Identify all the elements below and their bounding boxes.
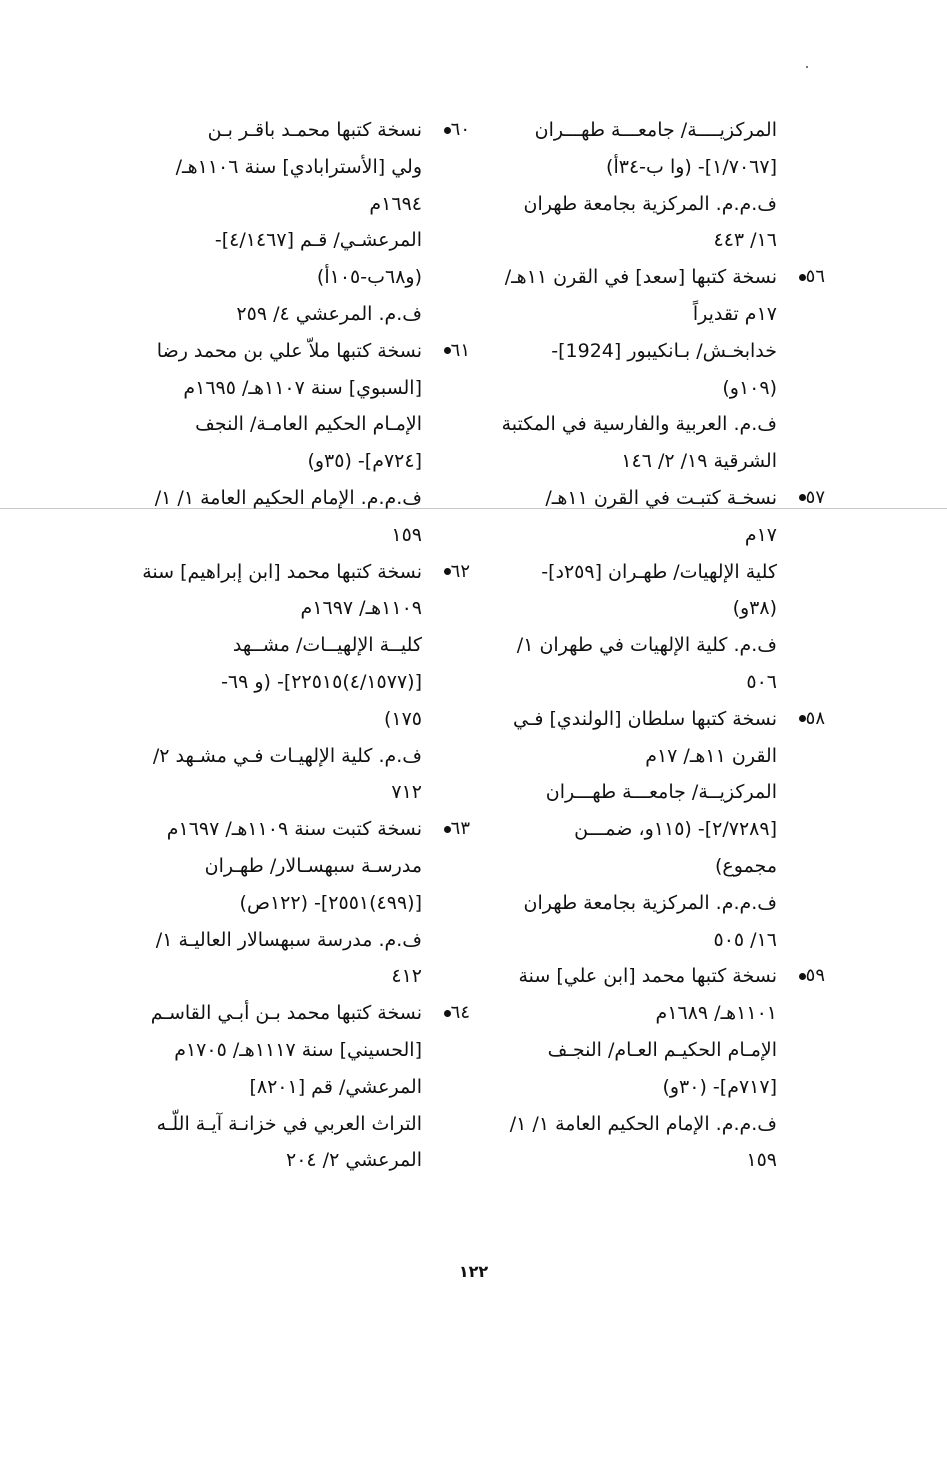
entry-line: التراث العربي في خزانـة آيـة اللّـه xyxy=(156,1112,422,1135)
entry-line: المركزيــة/ جامعـــة طهـــران xyxy=(545,781,777,804)
entry-marker xyxy=(442,112,470,149)
entry-number: ٥٨ xyxy=(805,707,825,729)
bullet-dot xyxy=(444,1010,451,1017)
entry-line: نسخـة كتبـت في القرن ١١هـ/ xyxy=(545,486,777,509)
entry-line: (و٦٨ب-١٠٥أ) xyxy=(316,266,422,289)
entry-line: ٧١٢ xyxy=(391,781,422,804)
manuscript-entry xyxy=(459,701,825,959)
entry-line: ١٧٥) xyxy=(383,707,422,730)
entry-marker xyxy=(797,701,825,738)
entry-line: نسخة كتبها سلطان [الولندي] فـي xyxy=(512,707,777,730)
entry-line: الإمـام الحكيـم العـام/ النجـف xyxy=(547,1038,777,1061)
bullet-dot xyxy=(799,715,806,722)
entry-line: ١٦/ ٤٤٣ xyxy=(713,229,777,252)
entry-line: ١٦/ ٥٠٥ xyxy=(713,928,777,951)
entry-first-row xyxy=(459,480,825,517)
entry-line: المركزيــــة/ جامعـــة طهـــران xyxy=(534,119,777,141)
bullet-dot xyxy=(799,274,806,281)
entry-first-row xyxy=(77,554,470,591)
entry-line: ف.م.م. المركزية بجامعة طهران xyxy=(523,192,777,215)
entry-line: ١١٠٩هـ/ ١٦٩٧م xyxy=(300,597,422,620)
bullet-dot xyxy=(444,127,451,134)
manuscript-entry xyxy=(459,480,825,701)
entry-line: الإمـام الحكيم العامـة/ النجف xyxy=(195,413,422,436)
entry-marker xyxy=(442,811,470,848)
entry-line: ف.م. المرعشي ٤/ ٢٥٩ xyxy=(236,302,422,325)
entry-first-row xyxy=(77,811,470,848)
entry-line: المرعشي ٢/ ٢٠٤ xyxy=(286,1149,422,1172)
entry-line: ١٦٩٤م xyxy=(369,192,422,215)
manuscript-entry xyxy=(459,958,825,1179)
entry-first-row xyxy=(459,958,825,995)
entry-line: ١٥٩ xyxy=(391,523,422,546)
entry-line: [٧٢٤م]- (٣٥و) xyxy=(307,450,422,473)
entry-line: كليــة الإلهيــات/ مشــهد xyxy=(232,634,422,657)
manuscript-entry xyxy=(77,995,470,1179)
entry-line: ف.م.م. الإمام الحكيم العامة ١/ ١/ xyxy=(509,1112,777,1135)
entry-line: ١٧م xyxy=(744,523,777,546)
entry-line: نسخة كتبها محمـد باقـر بـن xyxy=(207,119,422,141)
manuscript-entry xyxy=(77,333,470,554)
manuscript-entry xyxy=(459,259,825,480)
entry-line: المرعشي/ قم [٨٢٠١] xyxy=(249,1075,422,1098)
entry-marker xyxy=(442,554,470,591)
entry-line: (١٠٩و) xyxy=(722,376,777,399)
bullet-dot xyxy=(444,568,451,575)
entry-line: نسخة كتبها محمد [ابن علي] سنة xyxy=(518,965,777,988)
manuscript-entry xyxy=(77,112,470,333)
entry-line: ف.م. كلية الإلهيـات فـي مشـهد ٢/ xyxy=(152,744,422,767)
entry-line: ١٥٩ xyxy=(746,1149,777,1172)
entry-number: ٦٤ xyxy=(450,1002,470,1024)
entry-line: ٤١٢ xyxy=(391,965,422,988)
entry-line: ف.م. كلية الإلهيات في طهران ١/ xyxy=(516,634,777,657)
entry-line: كلية الإلهيات/ طهـران [٢٥٩د]- xyxy=(541,560,777,583)
entry-line: [١/٧٠٦٧]- (وا ب-٣٤أ) xyxy=(606,155,777,178)
entry-first-row xyxy=(77,995,470,1032)
manuscript-entry xyxy=(459,112,777,259)
entry-marker xyxy=(442,333,470,370)
manuscript-entry xyxy=(77,811,470,995)
entry-first-row xyxy=(459,259,825,296)
left-column xyxy=(77,112,470,1179)
entry-line: (٣٨و) xyxy=(732,597,777,620)
entry-line: مجموع) xyxy=(715,854,777,877)
entry-line: مدرسـة سبهسـالار/ طهـران xyxy=(204,854,422,877)
entry-number: ٥٧ xyxy=(805,486,825,508)
entry-marker xyxy=(797,259,825,296)
entry-line: [الحسيني] سنة ١١١٧هـ/ ١٧٠٥م xyxy=(174,1038,422,1061)
entry-line: ف.م.م. الإمام الحكيم العامة ١/ ١/ xyxy=(154,486,422,509)
entry-number: ٦١ xyxy=(450,339,470,361)
entry-marker xyxy=(797,958,825,995)
entry-first-row xyxy=(459,701,825,738)
entry-line: خدابخـش/ بـانكيبور [1924]- xyxy=(551,339,777,362)
entry-line: نسخة كتبها ملاّ علي بن محمد رضا xyxy=(156,339,422,362)
entry-line: ١٧م تقديراً xyxy=(692,302,777,325)
entry-line: نسخة كتبها محمد بـن أبـي القاسـم xyxy=(150,1002,422,1025)
bullet-dot xyxy=(799,973,806,980)
scan-speck xyxy=(806,66,808,68)
entry-line: المرعشـي/ قـم [٤/١٤٦٧]- xyxy=(214,229,422,252)
entry-number: ٥٩ xyxy=(805,965,825,987)
right-column xyxy=(459,112,825,1179)
entry-line: [(٤/١٥٧٧)٢٢٥١٥]- (و ٦٩- xyxy=(221,670,422,693)
entry-line: الشرقية ١٩/ ٢/ ١٤٦ xyxy=(621,450,777,473)
entry-line: ف.م. مدرسة سبهسالار العاليـة ١/ xyxy=(155,928,422,951)
entry-line: [(٤٩٩)٢٥٥١]- (١٢٢ص) xyxy=(239,891,422,914)
entry-line: [٢/٧٢٨٩]- (١١٥و، ضمـــن xyxy=(574,818,777,841)
manuscript-entry xyxy=(77,554,470,812)
entry-first-row xyxy=(77,333,470,370)
entry-line: ولي [الأسترابادي] سنة ١١٠٦هـ/ xyxy=(175,155,422,178)
bullet-dot xyxy=(444,347,451,354)
entry-first-row xyxy=(77,112,470,149)
entry-line: [٧١٧م]- (٣٠و) xyxy=(662,1075,777,1098)
entry-line: ف.م.م. المركزية بجامعة طهران xyxy=(523,891,777,914)
entry-number: ٦٠ xyxy=(450,119,470,140)
entry-line: ٥٠٦ xyxy=(746,670,777,693)
entry-line: ف.م. العربية والفارسية في المكتبة xyxy=(501,413,777,436)
page-number: ١٢٢ xyxy=(458,1262,489,1281)
entry-number: ٥٦ xyxy=(805,266,825,288)
entry-line: القرن ١١هـ/ ١٧م xyxy=(645,744,777,767)
entry-line: نسخة كتبت سنة ١١٠٩هـ/ ١٦٩٧م xyxy=(166,818,422,841)
entry-number: ٦٣ xyxy=(450,818,470,840)
entry-marker xyxy=(797,480,825,517)
entry-marker xyxy=(442,995,470,1032)
entry-line: ١١٠١هـ/ ١٦٨٩م xyxy=(655,1002,777,1025)
entry-line: نسخة كتبها [سعد] في القرن ١١هـ/ xyxy=(504,266,777,289)
entry-line: [السبوي] سنة ١١٠٧هـ/ ١٦٩٥م xyxy=(183,376,422,399)
entry-line: نسخة كتبها محمد [ابن إبراهيم] سنة xyxy=(142,560,422,583)
bullet-dot xyxy=(799,494,806,501)
entry-number: ٦٢ xyxy=(450,560,470,582)
bullet-dot xyxy=(444,826,451,833)
